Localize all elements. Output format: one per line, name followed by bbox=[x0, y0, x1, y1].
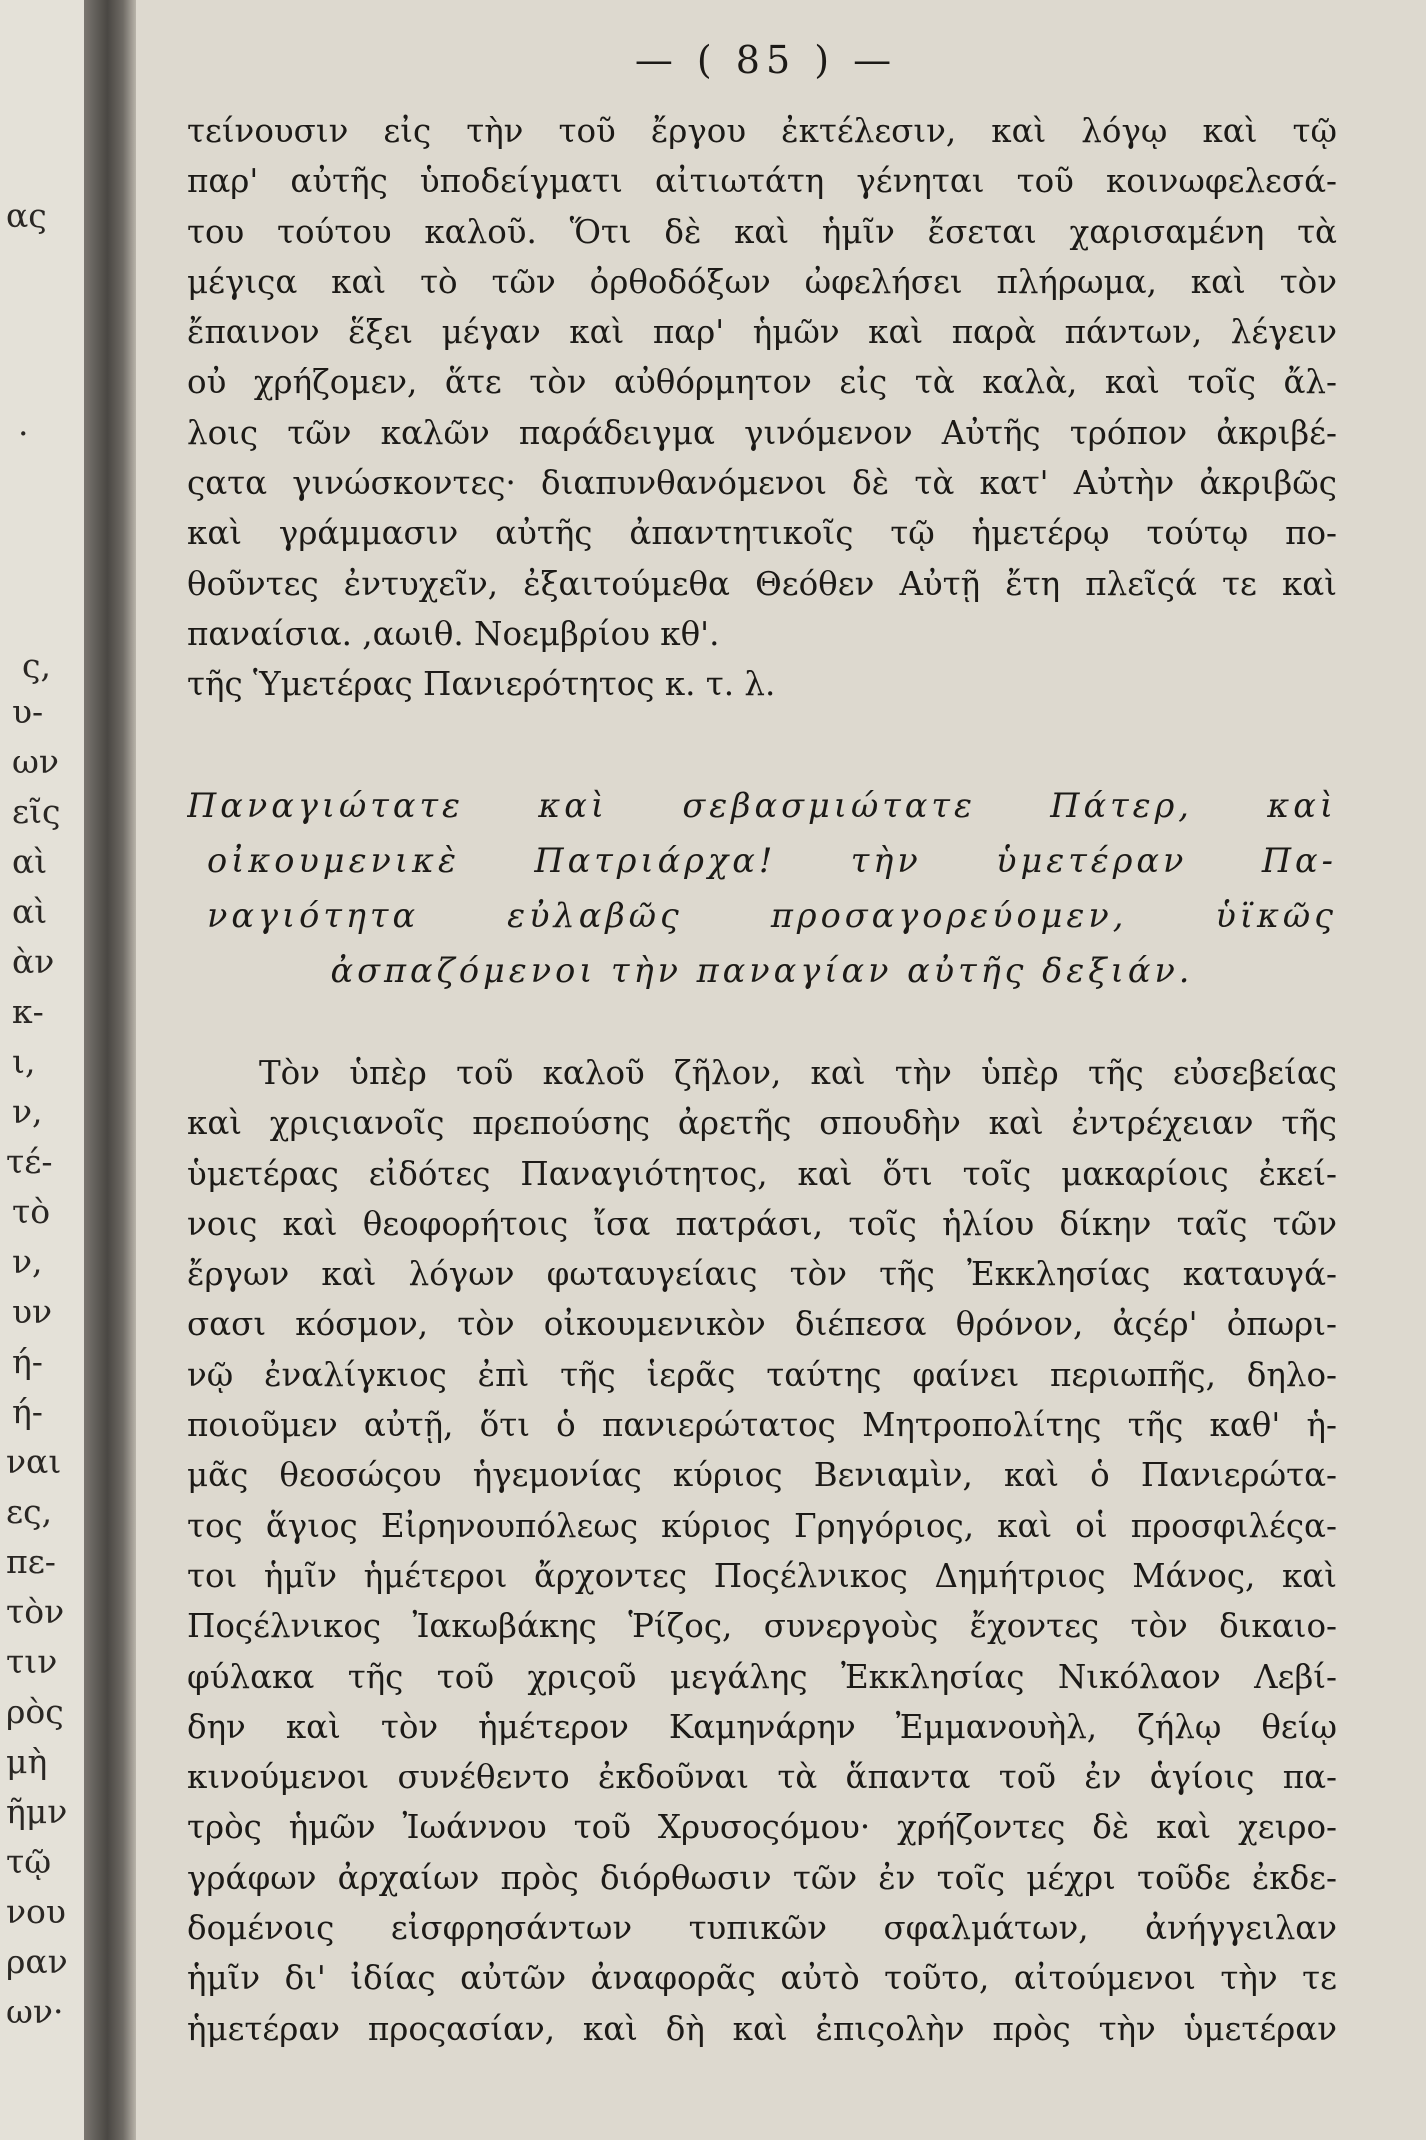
text-line: τρὸς ἡμῶν Ἰωάννου τοῦ Χρυσοςόμου· χρήζοντες δὲ καὶ χειρο- bbox=[187, 1808, 1337, 1847]
prev-fragment: ναι bbox=[6, 1442, 62, 1481]
text-line: λοις τῶν καλῶν παράδειγμα γινόμενον Αὐτῆς τρόπον ἀκριβέ- bbox=[187, 413, 1337, 452]
text-line: ἡμῖν δι' ἰδίας αὐτῶν ἀναφορᾶς αὐτὸ τοῦτο, αἰτούμενοι τὴν τε bbox=[187, 1959, 1337, 1998]
prev-fragment: ς, bbox=[22, 646, 51, 685]
prev-fragment: εῖς bbox=[12, 792, 61, 831]
text-line: ὑμετέρας εἰδότες Παναγιότητος, καὶ ὅτι τοῖς μακαρίοις ἐκεί- bbox=[187, 1154, 1337, 1193]
text-line: ποιοῦμεν αὐτῇ, ὅτι ὁ πανιερώτατος Μητροπολίτης τῆς καθ' ἡ- bbox=[187, 1406, 1337, 1445]
prev-fragment: ι, bbox=[12, 1042, 36, 1081]
text-line: νῷ ἐναλίγκιος ἐπὶ τῆς ἱερᾶς ταύτης φαίνει περιωπῆς, δηλο- bbox=[187, 1355, 1337, 1394]
prev-fragment: ή- bbox=[12, 1392, 43, 1431]
text-line-date: παναίσια. ,αωιθ. Νοεμβρίου κθ'. bbox=[187, 614, 720, 653]
prev-fragment: αὶ bbox=[12, 842, 48, 881]
prev-fragment: ν, bbox=[12, 1242, 43, 1281]
text-line: τοι ἡμῖν ἡμέτεροι ἄρχοντες Ποςέλνικος Δημήτριος Μάνος, καὶ bbox=[187, 1556, 1337, 1595]
text-line: Τὸν ὑπὲρ τοῦ καλοῦ ζῆλον, καὶ τὴν ὑπὲρ τῆς εὐσεβείας bbox=[259, 1054, 1337, 1092]
heading-line: Παναγιώτατε καὶ σεβασμιώτατε Πάτερ, καὶ bbox=[187, 786, 1337, 825]
book-page bbox=[136, 0, 1426, 2140]
prev-fragment: αὶ bbox=[12, 892, 48, 931]
previous-page-margin bbox=[0, 0, 84, 2140]
prev-fragment: ες, bbox=[6, 1492, 53, 1531]
prev-fragment: ραν bbox=[6, 1942, 68, 1981]
text-line: του τούτου καλοῦ. Ὅτι δὲ καὶ ἡμῖν ἔσεται χαρισαμένη τὰ bbox=[187, 212, 1337, 251]
text-line: φύλακα τῆς τοῦ χριςοῦ μεγάλης Ἐκκλησίας Νικόλαον Λεβί- bbox=[187, 1657, 1337, 1696]
prev-fragment: ας bbox=[6, 196, 47, 235]
prev-fragment: . bbox=[18, 404, 29, 443]
text-line: γράφων ἀρχαίων πρὸς διόρθωσιν τῶν ἐν τοῖς μέχρι τοῦδε ἐκδε- bbox=[187, 1858, 1337, 1897]
text-line: κινούμενοι συνέθεντο ἐκδοῦναι τὰ ἅπαντα τοῦ ἐν ἁγίοις πα- bbox=[187, 1758, 1337, 1797]
prev-fragment: υ- bbox=[12, 692, 44, 731]
text-line: ἔπαινον ἕξει μέγαν καὶ παρ' ἡμῶν καὶ παρὰ πάντων, λέγειν bbox=[187, 313, 1337, 352]
prev-fragment: νου bbox=[6, 1892, 66, 1931]
prev-fragment: κ- bbox=[12, 992, 44, 1031]
heading-line: οἰκουμενικὲ Πατριάρχα! τὴν ὑμετέραν Πα- bbox=[207, 841, 1337, 880]
prev-fragment: τιν bbox=[6, 1642, 58, 1681]
text-line: Ποςέλνικος Ἰακωβάκης Ῥίζος, συνεργοὺς ἔχοντες τὸν δικαιο- bbox=[187, 1607, 1337, 1646]
prev-fragment: ρὸς bbox=[6, 1692, 64, 1731]
text-line: δομένοις εἰσφρησάντων τυπικῶν σφαλμάτων, ἀνήγγειλαν bbox=[187, 1909, 1337, 1948]
paragraph-continuation bbox=[187, 106, 1337, 710]
letter-salutation bbox=[187, 778, 1337, 998]
text-line: τος ἅγιος Εἰρηνουπόλεως κύριος Γρηγόριος, καὶ οἱ προσφιλέςα- bbox=[187, 1506, 1337, 1545]
text-line: τείνουσιν εἰς τὴν τοῦ ἔργου ἐκτέλεσιν, καὶ λόγῳ καὶ τῷ bbox=[187, 112, 1337, 150]
text-line: ςατα γινώσκοντες· διαπυνθανόμενοι δὲ τὰ κατ' Αὐτὴν ἀκριβῶς bbox=[187, 464, 1337, 503]
text-line: καὶ γράμμασιν αὐτῆς ἀπαντητικοῖς τῷ ἡμετέρῳ τούτῳ πο- bbox=[187, 514, 1337, 553]
page-number: — ( 85 ) — bbox=[634, 38, 898, 82]
text-line: καὶ χριςιανοῖς πρεπούσης ἀρετῆς σπουδὴν καὶ ἐντρέχειαν τῆς bbox=[187, 1104, 1337, 1143]
prev-fragment: τῷ bbox=[6, 1842, 52, 1881]
text-line: ἔργων καὶ λόγων φωταυγείαις τὸν τῆς Ἐκκλησίας καταυγά- bbox=[187, 1255, 1337, 1294]
prev-fragment: ων· bbox=[6, 1992, 64, 2031]
prev-fragment: πε- bbox=[6, 1542, 56, 1581]
prev-fragment: τὸ bbox=[12, 1192, 51, 1231]
text-line: νοις καὶ θεοφορήτοις ἴσα πατράσι, τοῖς ἡλίου δίκην ταῖς τῶν bbox=[187, 1204, 1337, 1243]
prev-fragment: τὸν bbox=[6, 1592, 65, 1631]
prev-fragment: ν, bbox=[12, 1092, 43, 1131]
text-line: δην καὶ τὸν ἡμέτερον Καμηνάρην Ἐμμανουὴλ, ζήλῳ θείῳ bbox=[187, 1707, 1337, 1746]
prev-fragment: ων bbox=[12, 742, 59, 781]
text-line: παρ' αὐτῆς ὑποδείγματι αἰτιωτάτη γένηται τοῦ κοινωφελεσά- bbox=[187, 162, 1337, 201]
text-line-signature: τῆς Ὑμετέρας Πανιερότητος κ. τ. λ. bbox=[187, 665, 776, 704]
prev-fragment: ῆμν bbox=[6, 1792, 68, 1831]
heading-line: ναγιότητα εὐλαβῶς προσαγορεύομεν, ὑϊκῶς bbox=[207, 896, 1337, 935]
text-line: σασι κόσμον, τὸν οἰκουμενικὸν διέπεσα θρόνον, ἀςέρ' ὀπωρι- bbox=[187, 1305, 1337, 1344]
prev-fragment: τέ- bbox=[6, 1142, 53, 1181]
binding-gutter bbox=[84, 0, 136, 2140]
prev-fragment: υν bbox=[12, 1292, 53, 1331]
text-line: οὐ χρήζομεν, ἅτε τὸν αὐθόρμητον εἰς τὰ καλὰ, καὶ τοῖς ἄλ- bbox=[187, 363, 1337, 402]
letter-body bbox=[187, 1048, 1337, 2054]
text-line: μᾶς θεοσώςου ἡγεμονίας κύριος Βενιαμὶν, καὶ ὁ Πανιερώτα- bbox=[187, 1456, 1337, 1495]
prev-fragment: μὴ bbox=[6, 1742, 48, 1781]
prev-fragment: ή- bbox=[12, 1342, 43, 1381]
text-line: θοῦντες ἐντυχεῖν, ἐξαιτούμεθα Θεόθεν Αὐτῇ ἔτη πλεῖςά τε καὶ bbox=[187, 564, 1337, 603]
text-line: μέγιςα καὶ τὸ τῶν ὀρθοδόξων ὠφελήσει πλήρωμα, καὶ τὸν bbox=[187, 262, 1337, 301]
heading-line: ἀσπαζόμενοι τὴν παναγίαν αὐτῆς δεξιάν. bbox=[330, 951, 1194, 990]
text-line: ἡμετέραν προςασίαν, καὶ δὴ καὶ ἐπιςολὴν πρὸς τὴν ὑμετέραν bbox=[187, 2009, 1337, 2048]
prev-fragment: ὰν bbox=[12, 942, 55, 981]
